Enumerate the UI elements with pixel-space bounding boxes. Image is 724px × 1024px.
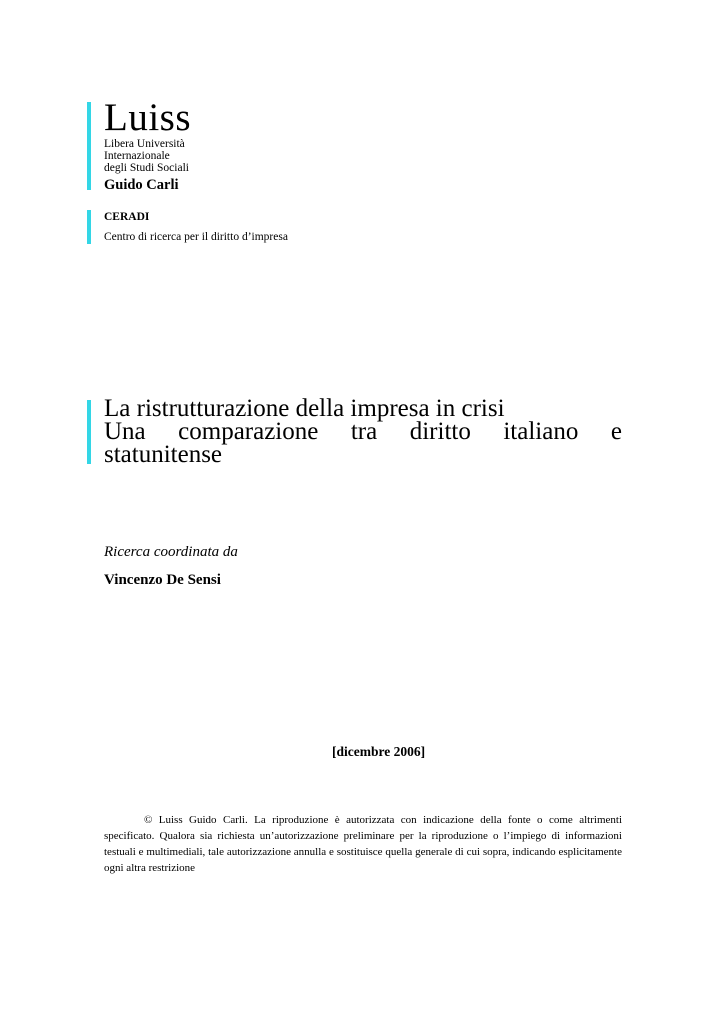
title-line-2 [104, 420, 622, 443]
logo-line-1: Libera Università [104, 138, 185, 150]
title-word: italiano [503, 418, 579, 445]
logo-line-2: Internazionale [104, 150, 170, 162]
university-logo [104, 98, 404, 193]
title-word: e [610, 418, 622, 445]
research-center [104, 210, 504, 244]
research-label: Ricerca coordinata da [104, 544, 238, 560]
logo-line-4: Guido Carli [104, 177, 179, 193]
title-word: diritto [409, 418, 471, 445]
title-accent-bar [87, 400, 91, 464]
research-center-description: Centro di ricerca per il diritto d’impresa [104, 231, 288, 243]
title-word: Una [104, 418, 146, 445]
title-line-1: La ristrutturazione della impresa in crisi [104, 395, 505, 422]
logo-line-3: degli Studi Sociali [104, 162, 189, 174]
publication-date: [dicembre 2006] [332, 744, 426, 759]
document-title [104, 397, 622, 466]
research-center-name: CERADI [104, 211, 150, 223]
logo-accent-bar [87, 102, 91, 190]
logo-title: Luiss [104, 96, 192, 139]
title-line-3: statunitense [104, 441, 223, 468]
ceradi-accent-bar [87, 210, 91, 244]
title-word: tra [350, 418, 378, 445]
copyright-notice: © Luiss Guido Carli. La riproduzione è autorizzata con indicazione della fonte o come altrimenti specificato. Qualora sia richiesta un’autorizzazione preliminare per la riproduzione o l’impiego di informazioni testuali e multimediali, tale autorizzazione annulla e sostituisce quella generale di cui sopra, indicando esplicitamente ogni altra restrizione [104, 814, 622, 874]
title-word: comparazione [178, 418, 319, 445]
coordinator-name: Vincenzo De Sensi [104, 572, 221, 588]
